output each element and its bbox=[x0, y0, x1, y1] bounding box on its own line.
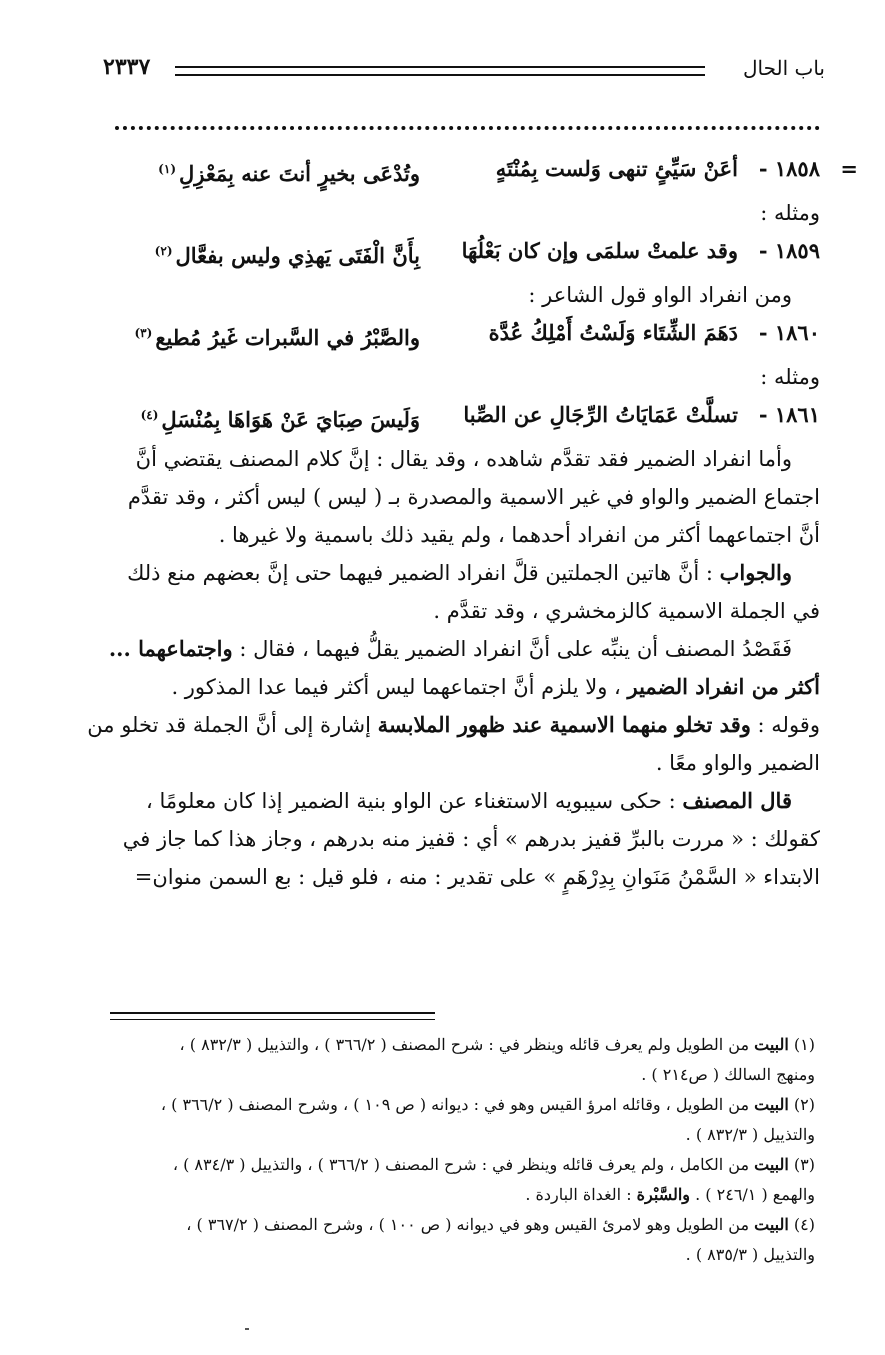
verse-number: ١٨٥٩ - bbox=[758, 238, 820, 263]
footnote-ref: (٣) bbox=[134, 326, 153, 340]
page-header bbox=[95, 54, 825, 94]
text-line: وقوله : وقد تخلو منهما الاسمية عند ظهور الملابسة إشارة إلى أنَّ الجملة قد تخلو من bbox=[87, 712, 820, 737]
verse-hemistich-1: وقد علمتْ سلمَى وإن كان بَعْلُهَا bbox=[461, 238, 738, 263]
main-text bbox=[60, 150, 858, 896]
verse-1859 bbox=[60, 232, 820, 276]
bold-term: والجواب bbox=[719, 560, 792, 585]
footnote-3: (٣) البيت من الكامل ، ولم يعرف قائله وينظر في : شرح المصنف ( ٣٦٦/٢ ) ، والتذييل ( ٨٣٤/٣ ) ، والهمع ( ٢٤٦/١ ) . والسَّبْرة : الغداة الباردة . bbox=[172, 1155, 815, 1204]
text-line: فَقَصْدُ المصنف أن ينبِّه على أنَّ انفراد الضمير يقلُّ فيهما ، فقال : واجتماعهما ... bbox=[108, 636, 792, 661]
footnotes bbox=[60, 1030, 815, 1270]
footnote-2: (٢) البيت من الطويل ، وقائله امرؤ القيس وهو في : ديوانه ( ص ١٠٩ ) ، وشرح المصنف ( ٣٦٦/٢ ) ، والتذييل ( ٨٣٢/٣ ) . bbox=[160, 1095, 815, 1144]
footnote-ref: (١) bbox=[158, 162, 176, 176]
bold-quote: أكثر من انفراد الضمير bbox=[627, 674, 820, 699]
chapter-title: باب الحال bbox=[742, 56, 825, 80]
verse-hemistich-1: أعَنْ سَيِّئٍ تنهى وَلست بِمُنْتَهٍ bbox=[495, 156, 738, 181]
verse-1860 bbox=[60, 314, 820, 358]
verse-1858 bbox=[60, 150, 858, 194]
footnote-ref: (٢) bbox=[154, 244, 173, 258]
verse-1861 bbox=[60, 396, 820, 440]
text-line: كقولك : « مررت بالبرِّ قفيز بدرهم » أي : قفيز منه بدرهم ، وجاز هذا كما جاز في bbox=[122, 827, 820, 851]
footnote-separator bbox=[110, 1012, 435, 1020]
paragraph-2 bbox=[60, 554, 820, 630]
paragraph-4 bbox=[60, 782, 820, 896]
text-line: اجتماع الضمير والواو في غير الاسمية والمصدرة بـ ( ليس ) ليس أكثر ، وقد تقدَّم bbox=[127, 485, 820, 509]
bold-quote: واجتماعهما ... bbox=[108, 636, 233, 661]
text-line: أكثر من انفراد الضمير ، ولا يلزم أنَّ اجتماعهما ليس أكثر فيما عدا المذكور . bbox=[171, 674, 820, 699]
text-line: الابتداء « السَّمْنُ مَنَوانِ بِدِرْهَمٍ » على تقدير : منه ، فلو قيل : بع السمن منوان= bbox=[134, 865, 820, 889]
verse-number: ١٨٥٨ - bbox=[758, 156, 820, 181]
footnote-ref: (٤) bbox=[140, 408, 159, 422]
header-rule bbox=[175, 66, 705, 76]
continuation-mark: = bbox=[840, 156, 858, 181]
text-line: ومن انفراد الواو قول الشاعر : bbox=[528, 283, 792, 307]
text-line: ومثله : bbox=[760, 201, 820, 225]
verse-hemistich-2: وتُدْعَى بخيرٍ أنتَ عنه بِمَعْزِلِ$^{(١)}$ bbox=[158, 161, 420, 186]
verse-hemistich-2: بِأَنَّ الْفَتَى يَهذِي وليس بفعَّال$^{(٢)}$ bbox=[154, 243, 420, 268]
text-line: قال المصنف : حكى سيبويه الاستغناء عن الواو بنية الضمير إذا كان معلومًا ، bbox=[146, 788, 792, 813]
bold-quote: وقد تخلو منهما الاسمية عند ظهور الملابسة bbox=[377, 712, 751, 737]
paragraph-1 bbox=[60, 440, 820, 554]
text-line: في الجملة الاسمية كالزمخشري ، وقد تقدَّم . bbox=[433, 599, 820, 623]
footnote-4: (٤) البيت من الطويل وهو لامرئ القيس وهو في ديوانه ( ص ١٠٠ ) ، وشرح المصنف ( ٣٦٧/٢ ) ، والتذييل ( ٨٣٥/٣ ) . bbox=[186, 1215, 815, 1264]
verse-hemistich-1: تسلَّتْ عَمَايَاتُ الرِّجَالِ عن الصِّبا bbox=[463, 402, 738, 427]
scan-speck bbox=[245, 1328, 249, 1330]
verse-number: ١٨٦١ - bbox=[758, 402, 820, 427]
text-line: وأما انفراد الضمير فقد تقدَّم شاهده ، وقد يقال : إنَّ كلام المصنف يقتضي أنَّ bbox=[135, 447, 792, 471]
verse-hemistich-2: وَلَيسَ صِبَايَ عَنْ هَوَاهَا بِمُنْسَلِ$^{(٤)}$ bbox=[140, 407, 420, 432]
bold-term: قال المصنف bbox=[682, 788, 792, 813]
page-number: ٢٣٣٧ bbox=[103, 54, 151, 80]
text-line: ومثله : bbox=[760, 365, 820, 389]
verse-hemistich-1: دَهَمَ الشِّتَاء وَلَسْتُ أَمْلِكُ عُدَّة bbox=[488, 320, 738, 345]
verse-hemistich-2: والصَّبْرُ في السَّبرات غَيرُ مُطيع$^{(٣)}$ bbox=[134, 325, 420, 350]
paragraph-3 bbox=[60, 630, 820, 782]
text-line: أنَّ اجتماعهما أكثر من انفراد أحدهما ، ولم يقيد ذلك باسمية ولا غيرها . bbox=[218, 523, 820, 547]
text-line: الضمير والواو معًا . bbox=[655, 751, 820, 775]
dotted-separator bbox=[115, 126, 820, 140]
text-line: والجواب : أنَّ هاتين الجملتين قلَّ انفراد الضمير فيهما حتى إنَّ بعضهم منع ذلك bbox=[127, 560, 792, 585]
footnote-1: (١) البيت من الطويل ولم يعرف قائله وينظر في : شرح المصنف ( ٣٦٦/٢ ) ، والتذييل ( ٨٣٢/٣ ) ، ومنهج السالك ( ص٢١٤ ) . bbox=[179, 1035, 815, 1084]
verse-number: ١٨٦٠ - bbox=[758, 320, 820, 345]
